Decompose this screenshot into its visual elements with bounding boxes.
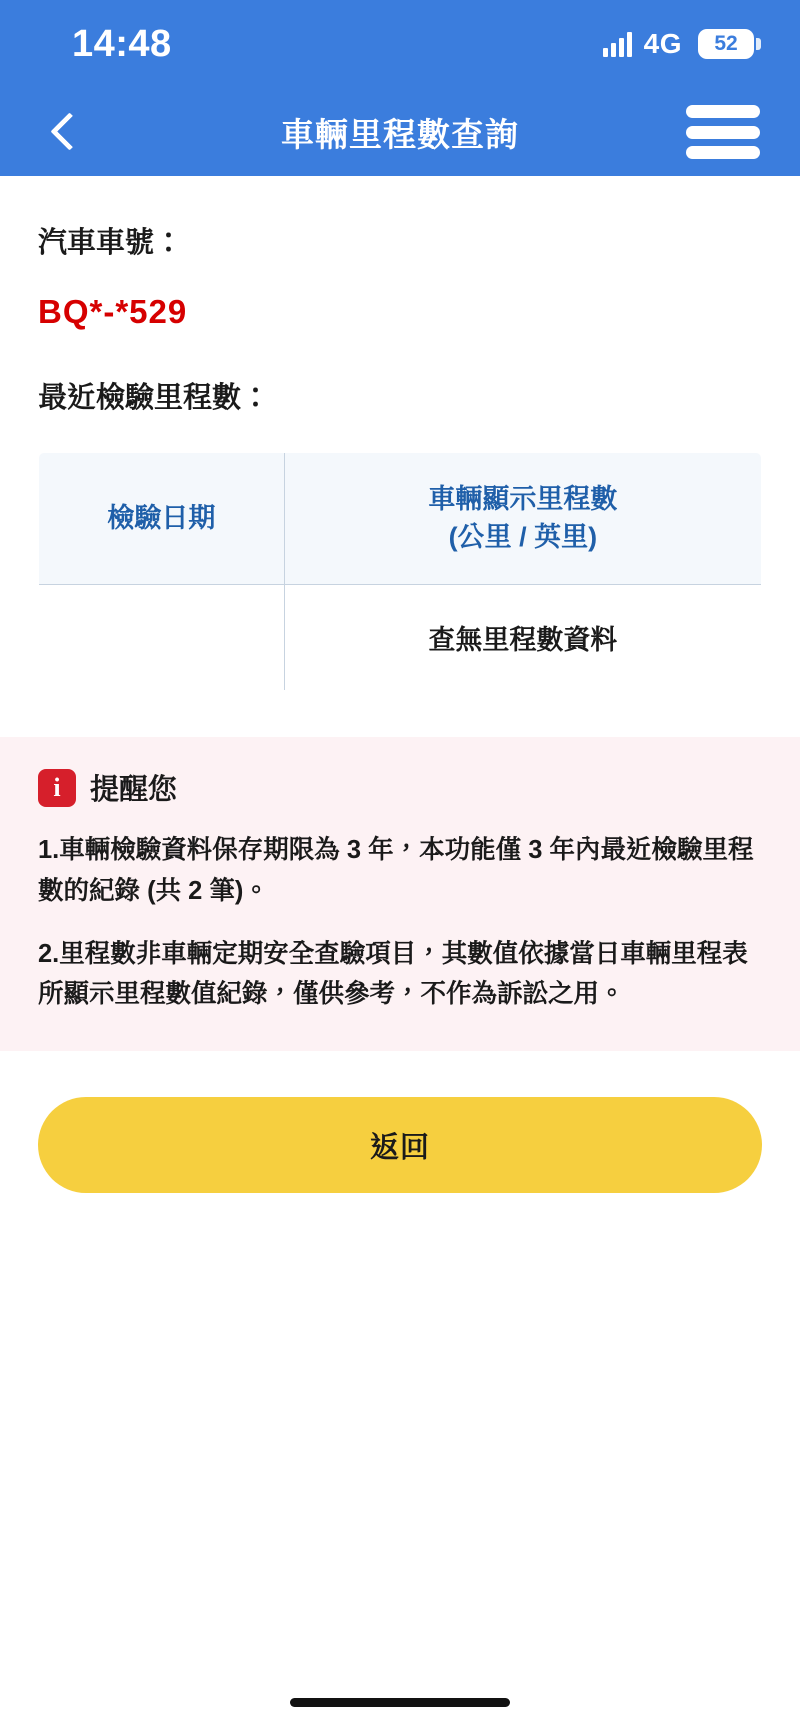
cell-mileage-value: 查無里程數資料 bbox=[284, 585, 761, 691]
home-indicator bbox=[290, 1698, 510, 1707]
hamburger-menu-icon[interactable] bbox=[686, 105, 760, 159]
column-header-inspection-date: 檢驗日期 bbox=[39, 453, 285, 585]
status-bar bbox=[0, 0, 800, 88]
main-content bbox=[0, 176, 800, 691]
status-indicators bbox=[603, 28, 754, 60]
table-row bbox=[39, 585, 762, 691]
notice-item-2: 2.里程數非車輛定期安全查驗項目，其數值依據當日車輛里程表所顯示里程數值紀錄，僅供參考，不作為訴訟之用。 bbox=[38, 939, 748, 1009]
notice-panel bbox=[0, 737, 800, 1051]
back-button[interactable]: 返回 bbox=[38, 1097, 762, 1193]
info-icon: i bbox=[38, 769, 76, 807]
back-chevron-icon[interactable] bbox=[44, 110, 88, 154]
navigation-bar bbox=[0, 88, 800, 176]
network-type-label: 4G bbox=[643, 28, 682, 59]
notice-item-1: 1.車輛檢驗資料保存期限為 3 年，本功能僅 3 年內最近檢驗里程數的紀錄 (共 2 筆)。 bbox=[38, 836, 754, 905]
mileage-table bbox=[38, 452, 762, 691]
column-header-mileage-line2: (公里 / 英里) bbox=[448, 521, 598, 552]
plate-label: 汽車車號： bbox=[38, 227, 184, 259]
status-time: 14:48 bbox=[72, 22, 172, 65]
notice-header bbox=[38, 767, 762, 808]
battery-icon bbox=[698, 29, 754, 59]
table-header-row bbox=[39, 453, 762, 585]
notice-title: 提醒您 bbox=[90, 774, 178, 806]
column-header-mileage-line1: 車輛顯示里程數 bbox=[428, 483, 618, 514]
signal-bars-icon bbox=[603, 31, 632, 57]
cell-inspection-date bbox=[39, 585, 285, 691]
column-header-displayed-mileage bbox=[284, 453, 761, 585]
battery-level-label: 52 bbox=[714, 32, 738, 55]
plate-number-value: BQ*-*529 bbox=[38, 293, 188, 330]
action-area bbox=[0, 1051, 800, 1193]
mileage-section-label: 最近檢驗里程數： bbox=[38, 382, 271, 414]
page-title: 車輛里程數查詢 bbox=[281, 115, 519, 153]
